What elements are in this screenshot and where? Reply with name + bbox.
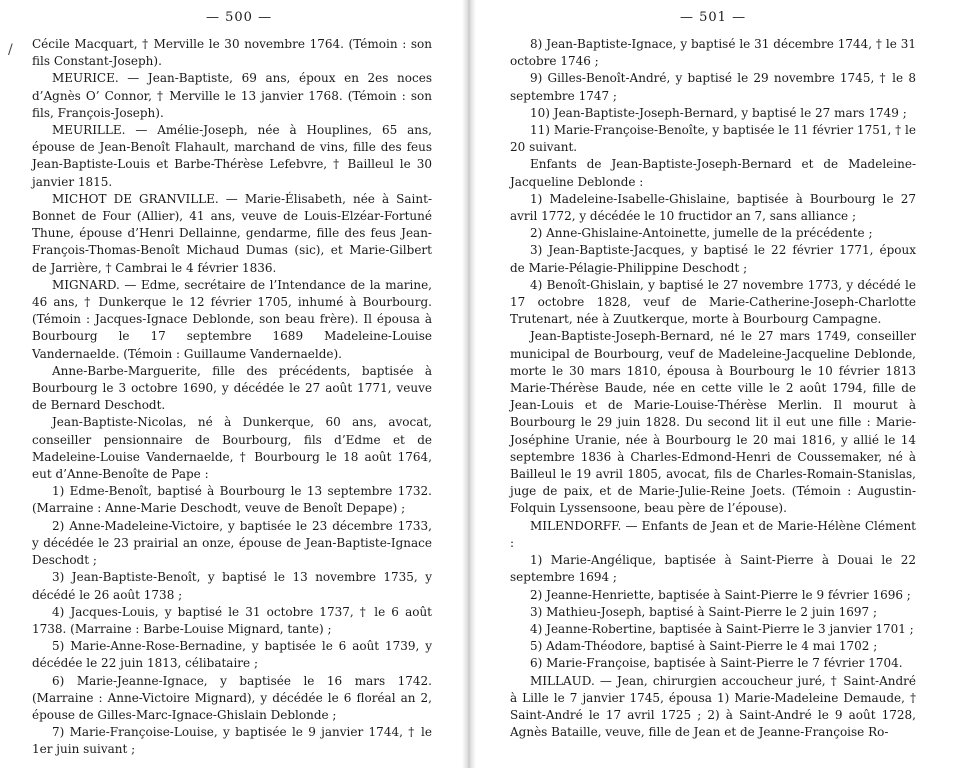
list-item: 1) Marie-Angélique, baptisée à Saint-Pierre à Douai le 22 septembre 1694 ;: [510, 553, 916, 585]
list-item: 2) Anne-Ghislaine-Antoinette, jumelle de la précédente ;: [530, 226, 873, 241]
list-item: 11) Marie-Françoise-Benoîte, y baptisée le 11 février 1751, † le 20 suivant.: [510, 123, 916, 155]
paragraph: MILENDORFF. — Enfants de Jean et de Marie-Hélène Clément :: [510, 518, 916, 550]
list-item: 2) Anne-Madeleine-Victoire, y baptisée le 23 décembre 1733, y décédée le 23 prairial an onze, épouse de Jean-Baptiste-Ignace Deschodt ;: [32, 518, 432, 568]
paragraph: MILLAUD. — Jean, chirurgien accoucheur juré, † Saint-André à Lille le 7 janvier 1745, épousa 1) Marie-Madeleine Demaude, † Saint-André le 17 avril 1725 ; 2) à Saint-André le 9 août 1728, Agnès Bataille, veuve, fille de Jean et de Jeanne-Françoise Ro-: [510, 673, 916, 740]
paragraph: MEURILLE. — Amélie-Joseph, née à Houplines, 65 ans, épouse de Jean-Benoît Flahault, marchand de vins, fille des feus Jean-Baptiste-Louis et Barbe-Thérèse Lefebvre, † Bailleul le 30 janvier 1815.: [32, 123, 432, 189]
list-item: 4) Jacques-Louis, y baptisé le 31 octobre 1737, † le 6 août 1738. (Marraine : Barbe-Louise Mignard, tante) ;: [32, 604, 432, 636]
list-item: 3) Mathieu-Joseph, baptisé à Saint-Pierre le 2 juin 1697 ;: [530, 604, 878, 619]
paragraph: MEURICE. — Jean-Baptiste, 69 ans, époux en 2es noces d’Agnès O’ Connor, † Merville le 13 janvier 1768. (Témoin : son fils, François-Joseph).: [32, 71, 432, 120]
list-item: 2) Jeanne-Henriette, baptisée à Saint-Pierre le 9 février 1696 ;: [530, 587, 911, 602]
list-item: 4) Jeanne-Robertine, baptisée à Saint-Pierre le 3 janvier 1701 ;: [530, 621, 914, 636]
list-item: 6) Marie-Jeanne-Ignace, y baptisée le 16 mars 1742. (Marraine : Anne-Victoire Mignard), y décédée le 6 floréal an 2, épouse de Gilles-Marc-Ignace-Ghislain Deblonde ;: [32, 673, 432, 722]
margin-mark: /: [8, 42, 13, 58]
list-item: 1) Madeleine-Isabelle-Ghislaine, baptisée à Bourbourg le 27 avril 1772, y décédée le 10 fructidor an 7, sans alliance ;: [510, 191, 916, 224]
paragraph: Anne-Barbe-Marguerite, fille des précédents, baptisée à Bourbourg le 3 octobre 1690, y décédée le 27 août 1771, veuve de Bernard Deschodt.: [32, 363, 432, 413]
list-item: 7) Marie-Françoise-Louise, y baptisée le 9 janvier 1744, † le 1er juin suivant ;: [32, 725, 432, 757]
paragraph: Enfants de Jean-Baptiste-Joseph-Bernard et de Madeleine-Jacqueline Deblonde :: [510, 157, 916, 189]
list-item: 5) Marie-Anne-Rose-Bernadine, y baptisée le 6 août 1739, y décédée le 22 juin 1813, célibataire ;: [32, 639, 432, 671]
list-item: 8) Jean-Baptiste-Ignace, y baptisé le 31 décembre 1744, † le 31 octobre 1746 ;: [510, 37, 916, 69]
list-item: 10) Jean-Baptiste-Joseph-Bernard, y baptisé le 27 mars 1749 ;: [530, 105, 907, 120]
paragraph: MICHOT DE GRANVILLE. — Marie-Élisabeth, née à Saint-Bonnet de Four (Allier), 41 ans, veuve de Louis-Elzéar-Fortuné Thune, épouse d’Henri Dellainne, gendarme, fille des feus Jean-François-Thomas-Benoît Michaud Dumas (sic), et Marie-Gilbert de Jarrière, † Cambrai le 4 février 1836.: [32, 191, 432, 275]
paragraph: Jean-Baptiste-Nicolas, né à Dunkerque, 60 ans, avocat, conseiller pensionnaire de Bourbourg, fils d’Edme et de Madeleine-Louise Vandernaelde, † Bourbourg le 18 août 1764, eut d’Anne-Benoîte de Pape :: [32, 415, 432, 482]
right-page: [470, 0, 954, 768]
list-item: 5) Adam-Théodore, baptisé à Saint-Pierre le 4 mai 1702 ;: [530, 639, 878, 654]
left-page-text: [32, 36, 432, 759]
list-item: 3) Jean-Baptiste-Jacques, y baptisé le 22 février 1771, époux de Marie-Pélagie-Philippine Deschodt ;: [510, 243, 916, 275]
paragraph: Jean-Baptiste-Joseph-Bernard, né le 27 mars 1749, conseiller municipal de Bourbourg, veuf de Madeleine-Jacqueline Deblonde, morte le 30 mars 1810, épousa à Bourbourg le 10 février 1813 Marie-Thérèse Baude, née en cette ville le 2 août 1794, fille de Jean-Louis et de Marie-Louise-Thérèse Merlin. Il mourut à Bourbourg le 29 juin 1828. Du second lit il eut une fille : Marie-Joséphine Uranie, née à Bourbourg le 20 mai 1816, y allié le 14 septembre 1836 à Charles-Edmond-Henri de Coussemaker, né à Bailleul le 19 avril 1805, avocat, fils de Charles-Romain-Stanislas, juge de paix, et de Marie-Julie-Reine Joets. (Témoin : Augustin-Folquin Lyssensoone, beau père de l’épouse).: [510, 329, 916, 516]
list-item: 6) Marie-Françoise, baptisée à Saint-Pierre le 7 février 1704.: [530, 656, 903, 671]
page-number: — 501 —: [680, 10, 747, 25]
paragraph: MIGNARD. — Edme, secrétaire de l’Intendance de la marine, 46 ans, † Dunkerque le 12 février 1705, inhumé à Bourbourg. (Témoin : Jacques-Ignace Deblonde, son beau frère). Il épousa à Bourbourg le 17 septembre 1689 Madeleine-Louise Vandernaelde. (Témoin : Guillaume Vandernaelde).: [32, 277, 432, 361]
list-item: 1) Edme-Benoît, baptisé à Bourbourg le 13 septembre 1732. (Marraine : Anne-Marie Deschodt, veuve de Benoît Depape) ;: [32, 484, 432, 516]
page-number: — 500 —: [206, 10, 273, 25]
left-page: [0, 0, 470, 768]
list-item: 3) Jean-Baptiste-Benoît, y baptisé le 13 novembre 1735, y décédé le 26 août 1738 ;: [32, 570, 432, 602]
right-page-text: [510, 36, 916, 741]
list-item: 9) Gilles-Benoît-André, y baptisé le 29 novembre 1745, † le 8 septembre 1747 ;: [510, 71, 916, 103]
list-item: 4) Benoît-Ghislain, y baptisé le 27 novembre 1773, y décédé le 17 octobre 1828, veuf de Marie-Catherine-Joseph-Charlotte Trutenart, née à Zuutkerque, morte à Bourbourg Campagne.: [510, 277, 916, 327]
paragraph: Cécile Macquart, † Merville le 30 novembre 1764. (Témoin : son fils Constant-Joseph).: [32, 37, 432, 69]
